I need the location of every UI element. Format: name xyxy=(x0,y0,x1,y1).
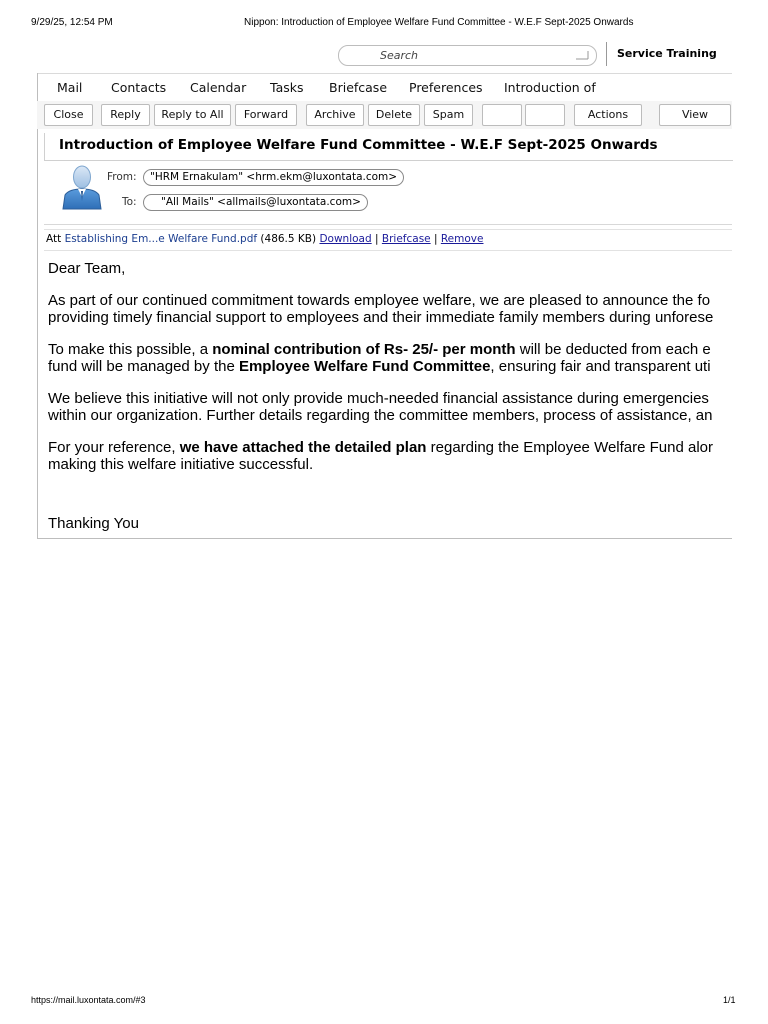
attachment-line xyxy=(46,233,483,245)
to-address[interactable]: "All Mails" <allmails@luxontata.com> xyxy=(143,194,368,211)
user-name[interactable]: Service Training xyxy=(617,47,717,60)
archive-button[interactable]: Archive xyxy=(306,104,364,126)
search-dropdown-icon[interactable] xyxy=(576,49,590,61)
body-p2-line2-c: , ensuring fair and transparent uti xyxy=(490,358,711,375)
attachment-separator: | xyxy=(375,233,379,245)
tab-contacts[interactable]: Contacts xyxy=(111,80,167,95)
body-p2-line1-bold: nominal contribution of Rs- 25/- per month xyxy=(212,341,516,358)
tab-tasks[interactable]: Tasks xyxy=(270,80,304,95)
search-box[interactable] xyxy=(338,45,597,66)
body-p1-line2: providing timely financial support to employees and their immediate family members during unforese xyxy=(48,309,714,326)
spam-button[interactable]: Spam xyxy=(424,104,473,126)
tab-preferences[interactable]: Preferences xyxy=(409,80,483,95)
print-page-title: Nippon: Introduction of Employee Welfare Fund Committee - W.E.F Sept-2025 Onwards xyxy=(244,17,634,28)
body-p2-line1-a: To make this possible, a xyxy=(48,341,213,358)
attachment-briefcase-link[interactable]: Briefcase xyxy=(381,233,431,245)
delete-button[interactable]: Delete xyxy=(368,104,420,126)
body-p4-line1-a: For your reference, xyxy=(48,439,180,456)
message-body xyxy=(48,260,732,538)
body-p3-line2: within our organization. Further details regarding the committee members, process of assistance, an xyxy=(48,407,713,424)
attachment-label: Att xyxy=(46,233,62,245)
tab-briefcase[interactable]: Briefcase xyxy=(329,80,388,95)
body-p3-line1: We believe this initiative will not only provide much-needed financial assistance during emergencies xyxy=(48,390,709,407)
search-input[interactable] xyxy=(347,48,572,62)
frame-top-rule xyxy=(37,73,732,74)
frame-bottom-border xyxy=(37,538,732,539)
body-paragraph-1 xyxy=(48,292,732,326)
tab-open-message[interactable]: Introduction of xyxy=(504,80,596,95)
body-p2-line2-bold: Employee Welfare Fund Committee xyxy=(238,358,491,375)
attachment-filename[interactable]: Establishing Em...e Welfare Fund.pdf xyxy=(64,233,258,245)
header-divider xyxy=(44,224,732,225)
forward-button[interactable]: Forward xyxy=(235,104,297,126)
attachment-separator: | xyxy=(433,233,438,245)
from-label: From: xyxy=(107,171,137,183)
body-p1-line1: As part of our continued commitment towards employee welfare, we are pleased to announce the fo xyxy=(48,292,711,309)
body-p4-line2: making this welfare initiative successful. xyxy=(48,456,314,473)
body-p2-line2-a: fund will be managed by the xyxy=(48,358,239,375)
topbar-separator xyxy=(606,42,607,66)
close-button[interactable]: Close xyxy=(44,104,93,126)
body-closing: Thanking You xyxy=(48,515,139,532)
print-datetime: 9/29/25, 12:54 PM xyxy=(31,17,113,28)
toolbar-blank-button-2[interactable] xyxy=(525,104,565,126)
view-button[interactable]: View xyxy=(659,104,731,126)
body-p4-line1-bold: we have attached the detailed plan xyxy=(179,439,427,456)
to-label: To: xyxy=(122,196,137,208)
frame-left-border xyxy=(37,73,38,539)
print-page-number: 1/1 xyxy=(723,995,736,1005)
reply-button[interactable]: Reply xyxy=(101,104,150,126)
body-p4-line1-c: regarding the Employee Welfare Fund alor xyxy=(426,439,714,456)
sender-avatar-icon xyxy=(61,164,103,210)
body-paragraph-2 xyxy=(48,341,732,375)
actions-button[interactable]: Actions xyxy=(574,104,642,126)
from-address[interactable]: "HRM Ernakulam" <hrm.ekm@luxontata.com> xyxy=(143,169,404,186)
body-greeting: Dear Team, xyxy=(48,260,126,277)
print-url: https://mail.luxontata.com/#3 xyxy=(31,995,146,1005)
attachment-download-link[interactable]: Download xyxy=(319,233,372,245)
attachment-size: (486.5 KB) xyxy=(260,233,317,245)
body-paragraph-3 xyxy=(48,390,732,424)
body-p2-line1-c: will be deducted from each e xyxy=(515,341,711,358)
toolbar-blank-button-1[interactable] xyxy=(482,104,522,126)
body-paragraph-4 xyxy=(48,439,732,473)
attachment-remove-link[interactable]: Remove xyxy=(440,233,484,245)
reply-all-button[interactable]: Reply to All xyxy=(154,104,231,126)
tab-mail[interactable]: Mail xyxy=(57,80,83,95)
message-subject: Introduction of Employee Welfare Fund Committee - W.E.F Sept-2025 Onwards xyxy=(59,137,658,153)
tab-calendar[interactable]: Calendar xyxy=(190,80,247,95)
